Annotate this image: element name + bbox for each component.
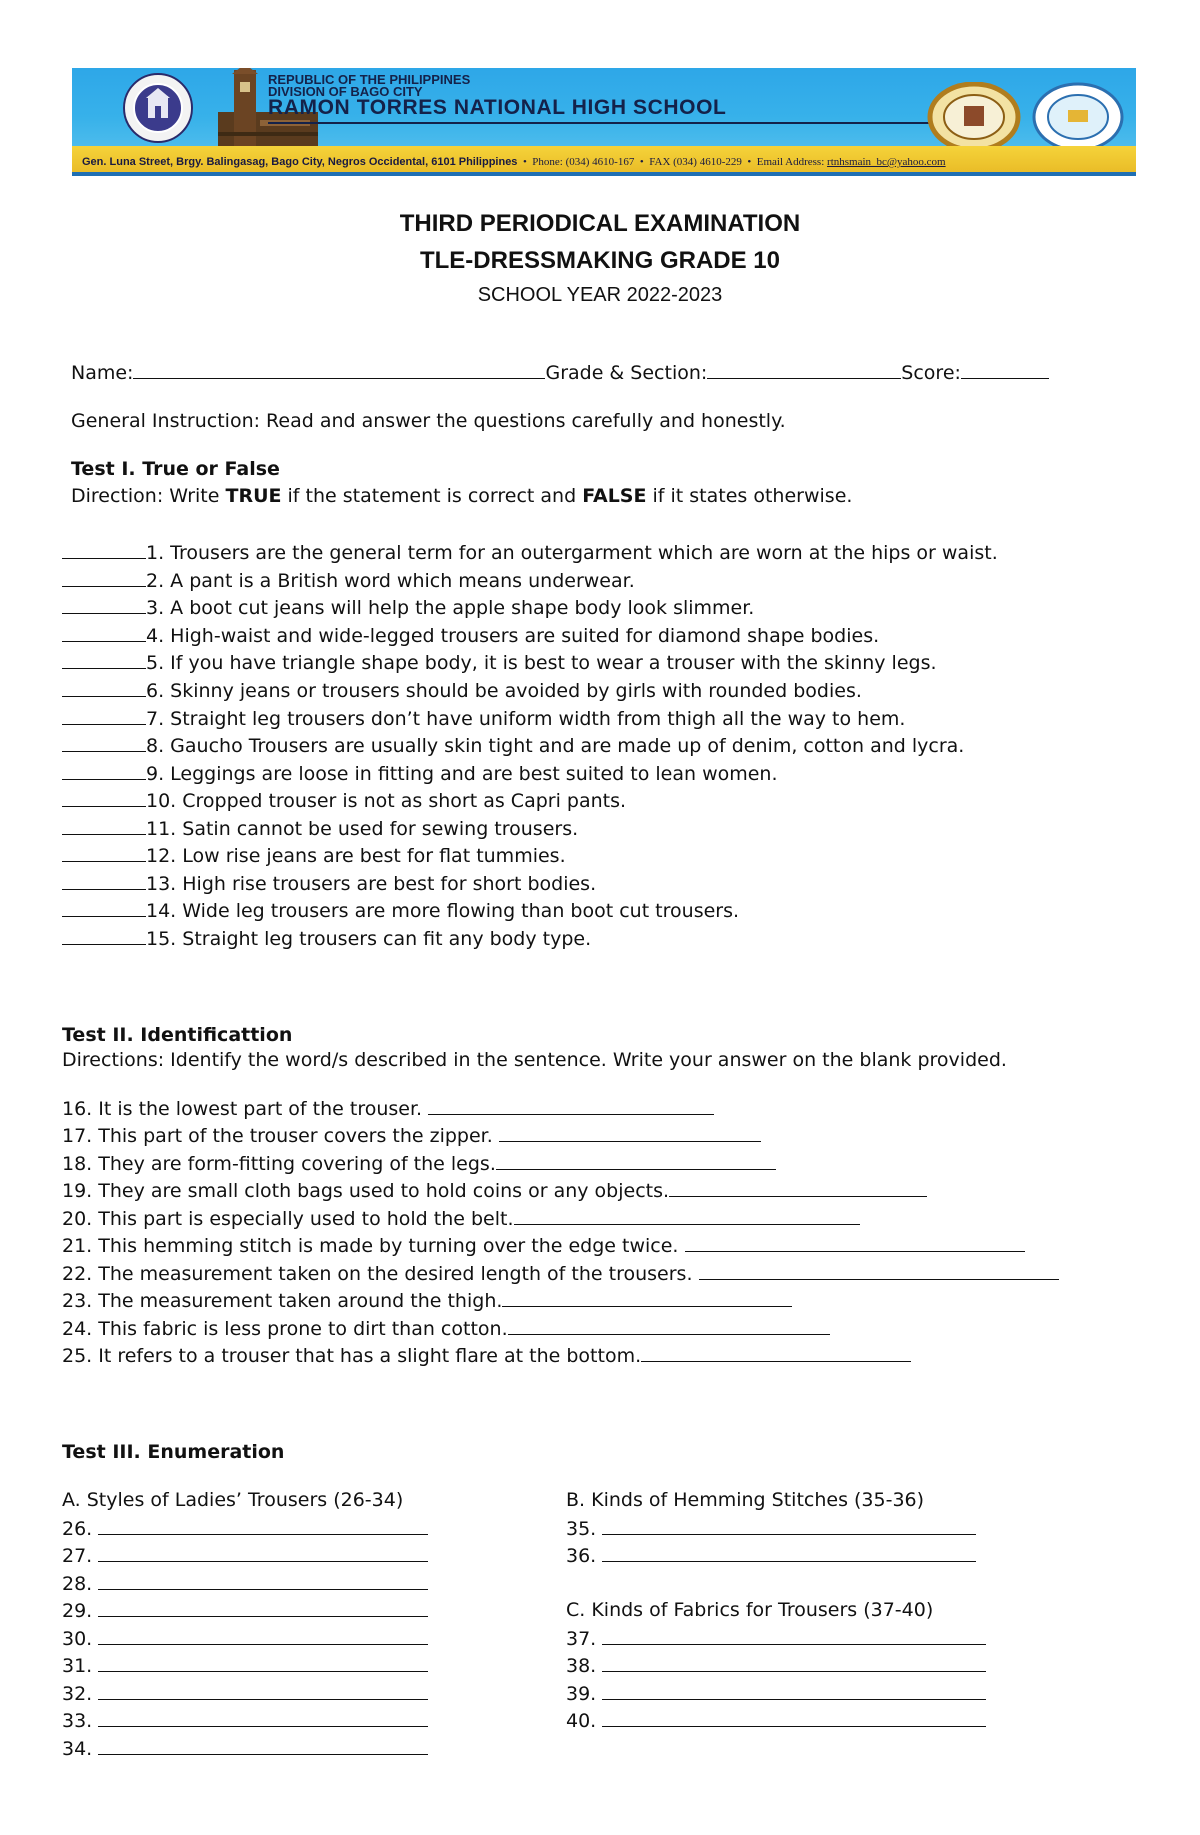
id-answer-blank[interactable] xyxy=(508,1316,830,1335)
id-answer-blank[interactable] xyxy=(502,1288,792,1307)
school-header-banner xyxy=(72,68,1136,176)
header-phone: Phone: (034) 4610-167 xyxy=(532,156,635,168)
tf-answer-blank[interactable] xyxy=(62,926,146,945)
tf-item xyxy=(62,623,879,648)
enum-answer-blank[interactable] xyxy=(602,1681,986,1700)
tf-item-text: 15. Straight leg trousers can fit any body type. xyxy=(146,928,592,950)
score-blank[interactable] xyxy=(961,360,1049,379)
id-item-text: 22. The measurement taken on the desired length of the trousers. xyxy=(62,1263,693,1285)
enum-number: 29. xyxy=(62,1600,93,1622)
header-fax: FAX (034) 4610-229 xyxy=(649,156,742,168)
header-address: Gen. Luna Street, Brgy. Balingasag, Bago City, Negros Occidental, 6101 Philippines xyxy=(82,156,518,168)
id-item xyxy=(62,1343,911,1368)
enum-answer-blank[interactable] xyxy=(602,1626,986,1645)
enum-item xyxy=(566,1543,976,1568)
exam-title: THIRD PERIODICAL EXAMINATION xyxy=(399,210,801,237)
tf-item xyxy=(62,568,635,593)
id-answer-blank[interactable] xyxy=(685,1233,1025,1252)
test1-direction-suffix: if it states otherwise. xyxy=(646,485,853,507)
enum-answer-blank[interactable] xyxy=(602,1516,976,1535)
tf-answer-blank[interactable] xyxy=(62,678,146,697)
test2-direction: Directions: Identify the word/s described in the sentence. Write your answer on the blank provided. xyxy=(62,1049,1007,1071)
city-seal-icon xyxy=(1030,82,1126,152)
enum-number: 35. xyxy=(566,1518,597,1540)
id-item-text: 20. This part is especially used to hold the belt. xyxy=(62,1208,514,1230)
tf-item-text: 1. Trousers are the general term for an outergarment which are worn at the hips or waist. xyxy=(146,542,998,564)
enum-item xyxy=(566,1681,986,1706)
tf-item xyxy=(62,871,596,896)
test1-direction xyxy=(71,484,852,508)
id-item-text: 24. This fabric is less prone to dirt than cotton. xyxy=(62,1318,508,1340)
student-info-row xyxy=(71,360,1049,385)
tf-item-text: 14. Wide leg trousers are more flowing than boot cut trousers. xyxy=(146,900,740,922)
test1-direction-prefix: Direction: Write xyxy=(71,485,226,507)
group-c-title: C. Kinds of Fabrics for Trousers (37-40) xyxy=(566,1599,934,1621)
id-item-text: 17. This part of the trouser covers the zipper. xyxy=(62,1125,493,1147)
false-word: FALSE xyxy=(582,485,647,507)
enum-item xyxy=(62,1598,428,1623)
tf-item-text: 13. High rise trousers are best for short bodies. xyxy=(146,873,597,895)
enum-item xyxy=(62,1708,428,1733)
enum-number: 37. xyxy=(566,1628,597,1650)
tf-item xyxy=(62,706,905,731)
enum-number: 31. xyxy=(62,1655,93,1677)
id-item xyxy=(62,1316,830,1341)
tf-item-text: 5. If you have triangle shape body, it is best to wear a trouser with the skinny legs. xyxy=(146,652,937,674)
group-b-title: B. Kinds of Hemming Stitches (35-36) xyxy=(566,1489,925,1511)
id-item xyxy=(62,1233,1025,1258)
tf-item xyxy=(62,650,937,675)
tf-item-text: 9. Leggings are loose in fitting and are best suited to lean women. xyxy=(146,763,778,785)
id-item-text: 19. They are small cloth bags used to hold coins or any objects. xyxy=(62,1180,670,1202)
id-answer-blank[interactable] xyxy=(669,1178,927,1197)
id-answer-blank[interactable] xyxy=(641,1343,911,1362)
exam-subject: TLE-DRESSMAKING GRADE 10 xyxy=(419,247,781,274)
tf-item xyxy=(62,926,591,951)
enum-number: 33. xyxy=(62,1710,93,1732)
enum-item xyxy=(566,1516,976,1541)
grade-section-blank[interactable] xyxy=(707,360,901,379)
enum-number: 39. xyxy=(566,1683,597,1705)
enum-answer-blank[interactable] xyxy=(602,1708,986,1727)
id-answer-blank[interactable] xyxy=(514,1206,860,1225)
enum-number: 27. xyxy=(62,1545,93,1567)
tf-answer-blank[interactable] xyxy=(62,595,146,614)
header-email: rtnhsmain_bc@yahoo.com xyxy=(827,156,946,168)
tf-answer-blank[interactable] xyxy=(62,788,146,807)
tf-item xyxy=(62,733,964,758)
enum-number: 36. xyxy=(566,1545,597,1567)
deped-seal-icon xyxy=(122,72,194,144)
tf-item xyxy=(62,898,739,923)
enum-answer-blank[interactable] xyxy=(98,1598,428,1617)
id-answer-blank[interactable] xyxy=(428,1096,714,1115)
enum-answer-blank[interactable] xyxy=(98,1571,428,1590)
test1-heading: Test I. True or False xyxy=(71,458,280,480)
id-item-text: 21. This hemming stitch is made by turning over the edge twice. xyxy=(62,1235,679,1257)
tf-item xyxy=(62,540,998,565)
enum-answer-blank[interactable] xyxy=(602,1543,976,1562)
tf-answer-blank[interactable] xyxy=(62,898,146,917)
tf-answer-blank[interactable] xyxy=(62,761,146,780)
enum-answer-blank[interactable] xyxy=(98,1543,428,1562)
tf-item-text: 7. Straight leg trousers don’t have uniform width from thigh all the way to hem. xyxy=(146,708,906,730)
header-contact-line: Gen. Luna Street, Brgy. Balingasag, Bago City, Negros Occidental, 6101 Philippines • Phone: (034) 4610-167 • FAX (034) 4610-229 • Email Address: rtnhsmain_bc@yahoo.com xyxy=(82,156,946,168)
tf-answer-blank[interactable] xyxy=(62,706,146,725)
tf-item-text: 2. A pant is a British word which means underwear. xyxy=(146,570,635,592)
tf-answer-blank[interactable] xyxy=(62,843,146,862)
tf-item-text: 4. High-waist and wide-legged trousers are suited for diamond shape bodies. xyxy=(146,625,880,647)
enum-item xyxy=(566,1708,986,1733)
enum-answer-blank[interactable] xyxy=(98,1681,428,1700)
enum-item xyxy=(62,1543,428,1568)
id-answer-blank[interactable] xyxy=(499,1123,761,1142)
header-republic: REPUBLIC OF THE PHILIPPINES xyxy=(268,72,471,87)
tf-item-text: 3. A boot cut jeans will help the apple shape body look slimmer. xyxy=(146,597,755,619)
id-item xyxy=(62,1178,927,1203)
general-instruction: General Instruction: Read and answer the questions carefully and honestly. xyxy=(71,410,786,432)
tf-item xyxy=(62,595,754,620)
tf-answer-blank[interactable] xyxy=(62,871,146,890)
tf-answer-blank[interactable] xyxy=(62,733,146,752)
header-email-label: Email Address: xyxy=(756,156,825,168)
name-label: Name: xyxy=(71,362,134,384)
tf-item xyxy=(62,788,626,813)
enum-number: 28. xyxy=(62,1573,93,1595)
group-a-title: A. Styles of Ladies’ Trousers (26-34) xyxy=(62,1489,404,1511)
enum-answer-blank[interactable] xyxy=(98,1516,428,1535)
school-seal-icon xyxy=(924,82,1024,152)
enum-item xyxy=(62,1736,428,1761)
id-item xyxy=(62,1096,714,1121)
enum-number: 40. xyxy=(566,1710,597,1732)
header-school-name: RAMON TORRES NATIONAL HIGH SCHOOL xyxy=(268,96,727,119)
enum-number: 26. xyxy=(62,1518,93,1540)
true-word: TRUE xyxy=(225,485,282,507)
tf-item xyxy=(62,816,578,841)
tf-answer-blank[interactable] xyxy=(62,568,146,587)
tf-item-text: 8. Gaucho Trousers are usually skin tight and are made up of denim, cotton and lycra. xyxy=(146,735,965,757)
header-division: DIVISION OF BAGO CITY xyxy=(268,84,423,99)
enum-item xyxy=(566,1626,986,1651)
id-item xyxy=(62,1288,792,1313)
enum-item xyxy=(62,1626,428,1651)
enum-answer-blank[interactable] xyxy=(602,1653,986,1672)
school-year: SCHOOL YEAR 2022-2023 xyxy=(477,284,723,306)
id-item-text: 23. The measurement taken around the thigh. xyxy=(62,1290,503,1312)
tf-answer-blank[interactable] xyxy=(62,623,146,642)
header-school-underline xyxy=(268,122,980,124)
id-item-text: 18. They are form-fitting covering of the legs. xyxy=(62,1153,496,1175)
id-answer-blank[interactable] xyxy=(699,1261,1059,1280)
enum-item xyxy=(62,1681,428,1706)
test1-direction-mid: if the statement is correct and xyxy=(281,485,583,507)
tf-item xyxy=(62,761,778,786)
id-item xyxy=(62,1151,776,1176)
id-item xyxy=(62,1206,860,1231)
tf-item xyxy=(62,678,862,703)
tf-answer-blank[interactable] xyxy=(62,816,146,835)
enum-item xyxy=(62,1516,428,1541)
grade-section-label: Grade & Section: xyxy=(545,362,708,384)
id-item xyxy=(62,1261,1059,1286)
name-blank[interactable] xyxy=(133,360,545,379)
id-item xyxy=(62,1123,761,1148)
tf-item-text: 12. Low rise jeans are best for flat tummies. xyxy=(146,845,566,867)
enum-answer-blank[interactable] xyxy=(98,1626,428,1645)
id-answer-blank[interactable] xyxy=(496,1151,776,1170)
tf-item-text: 10. Cropped trouser is not as short as Capri pants. xyxy=(146,790,627,812)
id-item-text: 25. It refers to a trouser that has a slight flare at the bottom. xyxy=(62,1345,642,1367)
enum-item xyxy=(566,1653,986,1678)
enum-number: 34. xyxy=(62,1738,93,1760)
id-item-text: 16. It is the lowest part of the trouser. xyxy=(62,1098,423,1120)
tf-item xyxy=(62,843,566,868)
enum-number: 30. xyxy=(62,1628,93,1650)
enum-answer-blank[interactable] xyxy=(98,1708,428,1727)
enum-answer-blank[interactable] xyxy=(98,1653,428,1672)
test3-heading: Test III. Enumeration xyxy=(62,1441,285,1463)
enum-item xyxy=(62,1653,428,1678)
tf-item-text: 6. Skinny jeans or trousers should be avoided by girls with rounded bodies. xyxy=(146,680,862,702)
enum-item xyxy=(62,1571,428,1596)
enum-answer-blank[interactable] xyxy=(98,1736,428,1755)
tf-answer-blank[interactable] xyxy=(62,540,146,559)
tf-item-text: 11. Satin cannot be used for sewing trousers. xyxy=(146,818,579,840)
tf-answer-blank[interactable] xyxy=(62,650,146,669)
enum-number: 38. xyxy=(566,1655,597,1677)
score-label: Score: xyxy=(901,362,961,384)
enum-number: 32. xyxy=(62,1683,93,1705)
test2-heading: Test II. Identificattion xyxy=(62,1024,293,1046)
